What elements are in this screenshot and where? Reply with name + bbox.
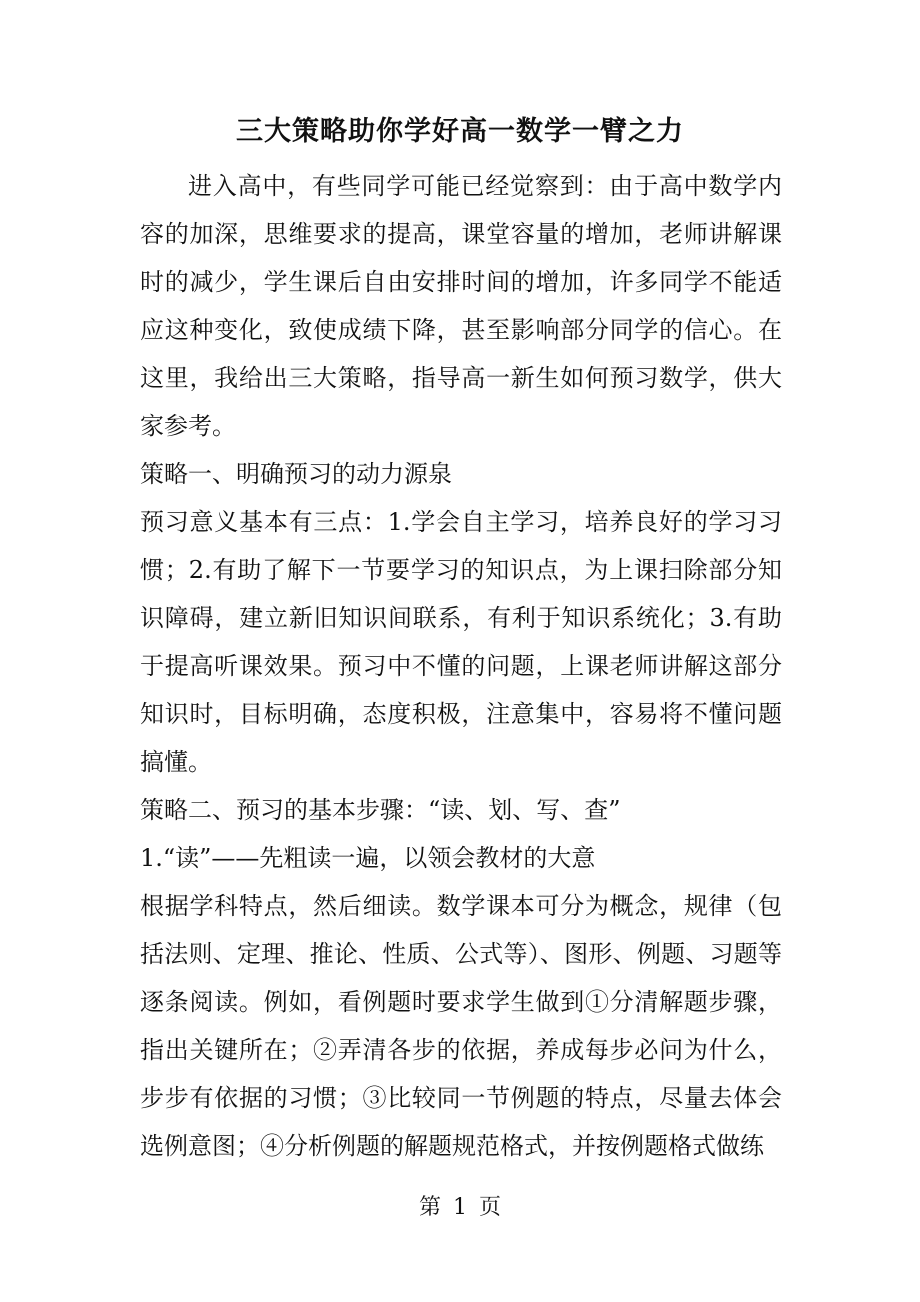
footer-suffix: 页 <box>479 1195 502 1220</box>
footer-prefix: 第 <box>418 1195 441 1220</box>
document-title: 三大策略助你学好高一数学一臂之力 <box>236 116 684 147</box>
document-body <box>140 162 782 1170</box>
paragraph-read: 根据学科特点，然后细读。数学课本可分为概念，规律（包括法则、定理、推论、性质、公式等）、图形、例题、习题等逐条阅读。例如，看例题时要求学生做到①分清解题步骤，指出关键所在；②弄清各步的依据，养成每步必问为什么，步步有依据的习惯；③比较同一节例题的特点，尽量去体会选例意图；④分析例题的解题规范格式，并按例题格式做练 <box>140 892 782 1160</box>
paragraph-strategy-one: 预习意义基本有三点：1.学会自主学习，培养良好的学习习惯；2.有助了解下一节要学习的知识点，为上课扫除部分知识障碍，建立新旧知识间联系，有利于知识系统化；3.有助于提高听课效果。预习中不懂的问题，上课老师讲解这部分知识时，目标明确，态度积极，注意集中，容易将不懂问题搞懂。 <box>140 508 782 776</box>
paragraph-intro: 进入高中，有些同学可能已经觉察到：由于高中数学内容的加深，思维要求的提高，课堂容量的增加，老师讲解课时的减少，学生课后自由安排时间的增加，许多同学不能适应这种变化，致使成绩下降，甚至影响部分同学的信心。在这里，我给出三大策略，指导高一新生如何预习数学，供大家参考。 <box>140 172 782 440</box>
heading-strategy-one: 策略一、明确预习的动力源泉 <box>140 460 452 488</box>
footer-page-number: 1 <box>453 1195 467 1220</box>
page-footer <box>0 1192 920 1224</box>
heading-strategy-two: 策略二、预习的基本步骤：“读、划、写、查” <box>140 796 621 824</box>
subheading-read: 1.“读”——先粗读一遍，以领会教材的大意 <box>140 844 596 872</box>
